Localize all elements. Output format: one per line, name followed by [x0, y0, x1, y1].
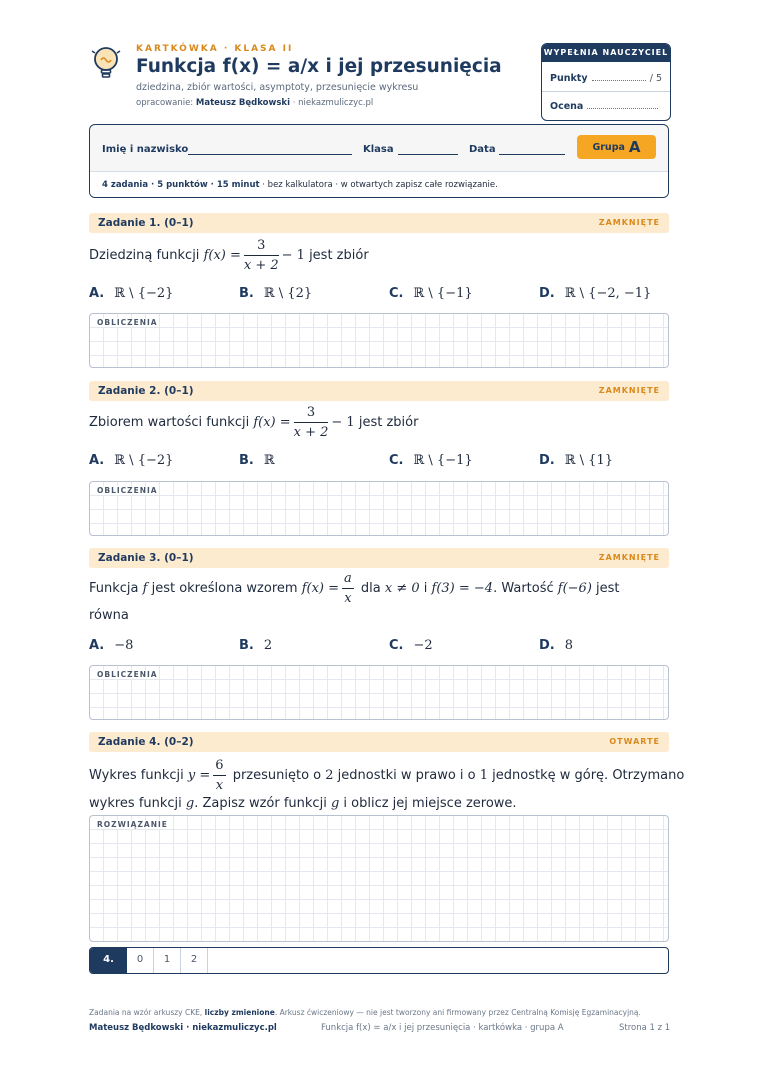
footer-title: Funkcja f(x) = a/x i jej przesunięcia · kartkówka · grupa A	[321, 1023, 564, 1033]
task-2-answer-a[interactable]	[89, 453, 173, 468]
answer-value: ℝ \ {2}	[263, 286, 313, 301]
task-2-answer-d[interactable]	[539, 453, 613, 468]
task-4-fraction	[213, 758, 225, 793]
task-4-title: Zadanie 4. (0–2)	[98, 736, 194, 748]
credit-author: Mateusz Będkowski	[195, 98, 291, 108]
task-3-asked-value: f(−6)	[557, 581, 592, 596]
class-field[interactable]	[398, 154, 458, 155]
task-4-var-g: g	[185, 796, 195, 811]
task-2-answer-b[interactable]	[239, 453, 275, 468]
score-option-1[interactable]: 1	[154, 948, 181, 973]
name-field[interactable]	[188, 154, 352, 155]
points-field[interactable]	[592, 73, 646, 81]
date-label: Data	[469, 144, 496, 155]
task-4-type: OTWARTE	[609, 737, 660, 746]
task-2-function: f(x) =	[253, 415, 291, 430]
teacher-box	[541, 43, 671, 121]
task-3-var: f	[142, 581, 148, 596]
task-2-title: Zadanie 2. (0–1)	[98, 385, 194, 397]
worksheet-kicker: KARTKÓWKA · KLASA II	[136, 44, 294, 54]
task-1-title: Zadanie 1. (0–1)	[98, 217, 194, 229]
task-3-text-6: jest	[591, 581, 620, 596]
task-1-denominator: x + 2	[243, 258, 279, 273]
work-area-label: OBLICZENIA	[97, 318, 158, 327]
task-4-text-3: jednostki w prawo i o	[333, 768, 480, 783]
task-4-var-g-2: g	[330, 796, 340, 811]
task-1-text-end: jest zbiór	[304, 248, 369, 263]
task-1-function: f(x) =	[203, 248, 241, 263]
test-info	[102, 180, 498, 190]
task-4-header	[89, 732, 669, 752]
task-3-question-line-2: równa	[89, 608, 129, 623]
task-1-type: ZAMKNIĘTE	[598, 218, 660, 227]
task-3-text-4: i	[419, 581, 432, 596]
task-1-question	[89, 238, 369, 273]
work-area-label: OBLICZENIA	[97, 670, 158, 679]
score-option-0[interactable]: 0	[127, 948, 154, 973]
task-3-text-2: jest określona wzorem	[147, 581, 302, 596]
answer-value: ℝ \ {−1}	[413, 453, 473, 468]
answer-value: ℝ \ {−2}	[114, 286, 174, 301]
task-3-title: Zadanie 3. (0–1)	[98, 552, 194, 564]
footer-disclaimer-bold: liczby zmienione	[204, 1008, 275, 1017]
task-1-after-fraction: − 1	[281, 248, 305, 263]
task-3-answer-c[interactable]	[389, 638, 433, 653]
answer-value: 8	[564, 638, 574, 653]
answer-value: ℝ \ {1}	[564, 453, 613, 468]
answer-letter: B.	[239, 453, 254, 468]
task-2-numerator: 3	[294, 405, 329, 423]
task-1-numerator: 3	[244, 238, 279, 256]
task-1-work-area[interactable]	[89, 313, 669, 368]
task-1-answer-a[interactable]	[89, 286, 173, 301]
task-2-text-end: jest zbiór	[354, 415, 419, 430]
task-3-question	[89, 571, 620, 606]
answer-letter: A.	[89, 286, 105, 301]
answer-letter: D.	[539, 453, 555, 468]
task-4-question	[89, 758, 684, 793]
student-info-box	[89, 124, 669, 198]
task-4-text: Wykres funkcji	[89, 768, 188, 783]
task-4-shift-x: 2	[325, 768, 334, 783]
task-4-question-line-2	[89, 796, 517, 811]
answer-letter: B.	[239, 286, 254, 301]
student-fields	[90, 125, 668, 171]
task-2-denominator: x + 2	[293, 425, 329, 440]
task-1-answer-d[interactable]	[539, 286, 651, 301]
task-4-score-row	[89, 947, 669, 974]
task-4-work-area[interactable]	[89, 815, 669, 942]
task-3-answer-d[interactable]	[539, 638, 573, 653]
task-1-fraction	[244, 238, 279, 273]
footer-disclaimer	[89, 1008, 641, 1017]
credit-suffix: · niekazmuliczyc.pl	[290, 98, 374, 108]
teacher-points-row	[550, 73, 662, 84]
task-1-header	[89, 213, 669, 233]
test-info-rules: · bez kalkulatora · w otwartych zapisz całe rozwiązanie.	[259, 180, 498, 190]
task-2-header	[89, 381, 669, 401]
answer-value: ℝ \ {−2}	[114, 453, 174, 468]
task-1-answer-c[interactable]	[389, 286, 473, 301]
score-task-number: 4.	[90, 948, 127, 973]
task-2-question	[89, 405, 418, 440]
task-3-function: f(x) =	[301, 581, 339, 596]
task-3-text-3: dla	[356, 581, 385, 596]
task-3-work-area[interactable]	[89, 665, 669, 720]
points-label: Punkty	[550, 73, 588, 84]
task-2-answer-c[interactable]	[389, 453, 473, 468]
points-max: / 5	[649, 73, 662, 84]
task-2-work-area[interactable]	[89, 481, 669, 536]
test-info-summary: 4 zadania · 5 punktów · 15 minut	[102, 180, 260, 190]
task-2-type: ZAMKNIĘTE	[598, 386, 660, 395]
task-4-text-6: . Zapisz wzór funkcji	[194, 796, 331, 811]
task-3-text-5: . Wartość	[493, 581, 558, 596]
answer-letter: C.	[389, 453, 404, 468]
task-3-denominator: x	[344, 591, 352, 606]
task-3-condition: x ≠ 0	[384, 581, 420, 596]
grade-field[interactable]	[587, 101, 658, 109]
task-4-shift-y: 1	[479, 768, 489, 783]
work-area-label: OBLICZENIA	[97, 486, 158, 495]
task-3-numerator: a	[342, 571, 354, 589]
answer-value: −8	[114, 638, 134, 653]
page-subtitle: dziedzina, zbiór wartości, asymptoty, przesunięcie wykresu	[136, 82, 419, 93]
answer-value: −2	[413, 638, 433, 653]
task-3-fraction	[342, 571, 354, 606]
lightbulb-logo-icon	[90, 45, 122, 79]
task-4-denominator: x	[215, 778, 224, 793]
footer-disclaimer-b: . Arkusz ćwiczeniowy — nie jest tworzony ani firmowany przez Centralną Komisję Egzaminacyjną.	[274, 1008, 641, 1017]
task-4-text-5: wykres funkcji	[89, 796, 186, 811]
credit-line	[136, 98, 373, 108]
task-2-after-fraction: − 1	[331, 415, 355, 430]
answer-letter: C.	[389, 638, 404, 653]
answer-letter: D.	[539, 638, 555, 653]
task-3-header	[89, 548, 669, 568]
task-4-function: y =	[187, 768, 211, 783]
task-3-answer-b[interactable]	[239, 638, 272, 653]
class-label: Klasa	[363, 144, 394, 155]
answer-letter: B.	[239, 638, 254, 653]
group-label: Grupa	[592, 142, 625, 153]
task-1-text: Dziedziną funkcji	[89, 248, 204, 263]
task-1-answer-b[interactable]	[239, 286, 312, 301]
answer-value: ℝ \ {−1}	[413, 286, 473, 301]
answer-letter: C.	[389, 286, 404, 301]
task-3-type: ZAMKNIĘTE	[598, 553, 660, 562]
credit-prefix: opracowanie:	[136, 98, 196, 108]
teacher-box-title: WYPEŁNIA NAUCZYCIEL	[542, 44, 670, 62]
group-badge	[577, 135, 656, 159]
answer-letter: D.	[539, 286, 555, 301]
task-3-text: Funkcja	[89, 581, 143, 596]
footer-page-number: Strona 1 z 1	[619, 1023, 671, 1033]
answer-value: ℝ	[263, 453, 275, 468]
task-4-numerator: 6	[213, 758, 225, 776]
test-info-bar	[90, 171, 668, 197]
task-2-fraction	[294, 405, 329, 440]
task-4-text-4: jednostkę w górę. Otrzymano	[488, 768, 685, 783]
teacher-divider	[542, 91, 670, 92]
teacher-grade-row	[550, 101, 662, 112]
score-option-2[interactable]: 2	[181, 948, 208, 973]
task-4-text-2: przesunięto o	[228, 768, 326, 783]
task-3-condition-2: f(3) = −4	[431, 581, 494, 596]
answer-letter: A.	[89, 638, 105, 653]
footer-disclaimer-a: Zadania na wzór arkuszy CKE,	[89, 1008, 205, 1017]
task-3-answer-a[interactable]	[89, 638, 133, 653]
grade-label: Ocena	[550, 101, 584, 112]
group-letter: A	[628, 138, 641, 156]
answer-value: 2	[263, 638, 273, 653]
work-area-label: ROZWIĄZANIE	[97, 820, 168, 829]
answer-value: ℝ \ {−2, −1}	[564, 286, 652, 301]
page-title: Funkcja f(x) = a/x i jej przesunięcia	[136, 56, 502, 77]
name-label: Imię i nazwisko	[102, 144, 189, 155]
date-field[interactable]	[499, 154, 565, 155]
task-2-text: Zbiorem wartości funkcji	[89, 415, 254, 430]
footer-author: Mateusz Będkowski · niekazmuliczyc.pl	[89, 1023, 277, 1033]
task-4-text-7: i oblicz jej miejsce zerowe.	[339, 796, 517, 811]
answer-letter: A.	[89, 453, 105, 468]
